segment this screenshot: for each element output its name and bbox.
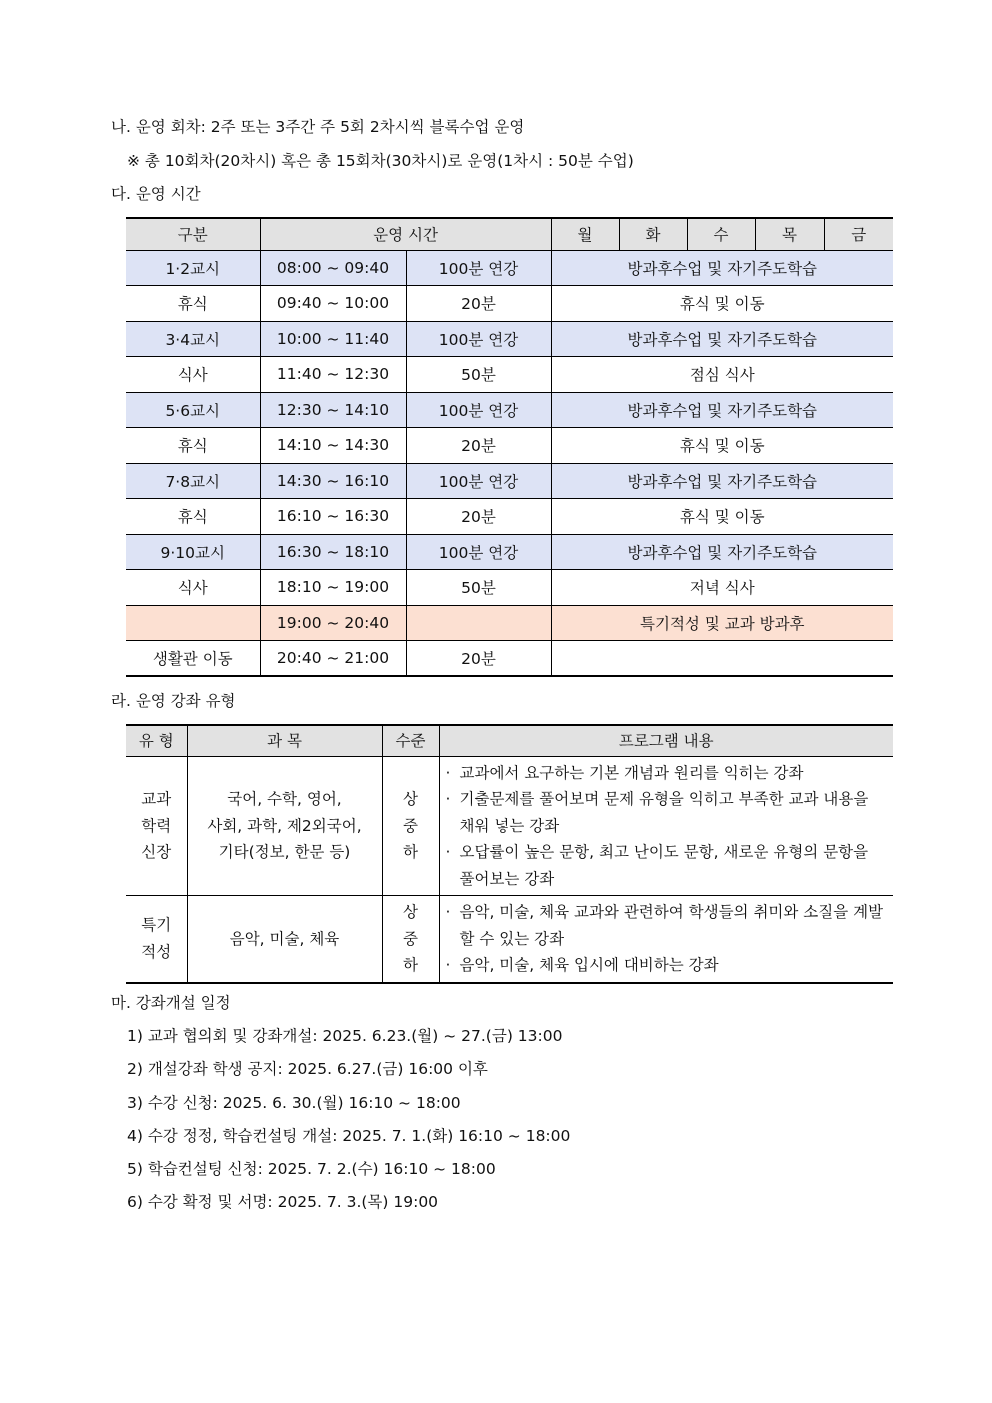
row-category: 1·2교시 xyxy=(126,250,260,286)
table-row xyxy=(126,286,893,322)
row-category: 휴식 xyxy=(126,286,260,322)
row-time: 08:00 ~ 09:40 xyxy=(260,250,406,286)
row-category: 7·8교시 xyxy=(126,463,260,499)
row-time: 10:00 ~ 11:40 xyxy=(260,321,406,357)
row-activity: 휴식 및 이동 xyxy=(551,428,893,464)
row-duration: 20분 xyxy=(406,499,551,535)
row-duration: 20분 xyxy=(406,286,551,322)
row-category: 생활관 이동 xyxy=(126,641,260,677)
row-duration: 50분 xyxy=(406,357,551,393)
row-duration: 20분 xyxy=(406,641,551,677)
header-day-fri: 금 xyxy=(824,218,893,250)
course-type-table xyxy=(126,724,893,984)
schedule-item: 6) 수강 확정 및 서명: 2025. 7. 3.(목) 19:00 xyxy=(127,1193,439,1211)
header-day-thu: 목 xyxy=(755,218,824,250)
table-row xyxy=(126,357,893,393)
schedule-item: 5) 학습컨설팅 신청: 2025. 7. 2.(수) 16:10 ~ 18:00 xyxy=(127,1160,496,1178)
row-time: 14:30 ~ 16:10 xyxy=(260,463,406,499)
table-row xyxy=(126,534,893,570)
row-activity: 점심 식사 xyxy=(551,357,893,393)
list-item: · 음악, 미술, 체육 교과와 관련하여 학생들의 취미와 소질을 계발할 수 있는 강좌 xyxy=(445,903,884,948)
time-table-header xyxy=(126,218,893,250)
schedule-item: 2) 개설강좌 학생 공지: 2025. 6.27.(금) 16:00 이후 xyxy=(127,1060,488,1078)
row-content xyxy=(439,756,893,896)
row-subject: 국어, 수학, 영어, 사회, 과학, 제2외국어, 기타(정보, 한문 등) xyxy=(187,756,382,896)
table-row xyxy=(126,756,893,896)
section-ma-heading: 마. 강좌개설 일정 xyxy=(111,994,231,1012)
table-row xyxy=(126,896,893,983)
table-row xyxy=(126,605,893,641)
table-row xyxy=(126,250,893,286)
row-duration xyxy=(406,605,551,641)
row-time: 19:00 ~ 20:40 xyxy=(260,605,406,641)
header-day-tue: 화 xyxy=(619,218,687,250)
row-level: 상 중 하 xyxy=(382,756,439,896)
table-row xyxy=(126,392,893,428)
schedule-item: 3) 수강 신청: 2025. 6. 30.(월) 16:10 ~ 18:00 xyxy=(127,1094,461,1112)
row-activity: 방과후수업 및 자기주도학습 xyxy=(551,321,893,357)
row-category: 휴식 xyxy=(126,499,260,535)
row-activity: 방과후수업 및 자기주도학습 xyxy=(551,250,893,286)
row-duration: 100분 연강 xyxy=(406,534,551,570)
row-category: 식사 xyxy=(126,570,260,606)
table-row xyxy=(126,570,893,606)
section-na-heading: 나. 운영 회차: 2주 또는 3주간 주 5회 2차시씩 블록수업 운영 xyxy=(111,118,525,136)
header-level: 수준 xyxy=(382,725,439,756)
row-time: 11:40 ~ 12:30 xyxy=(260,357,406,393)
row-activity: 방과후수업 및 자기주도학습 xyxy=(551,534,893,570)
operating-time-table xyxy=(126,217,893,677)
list-item: · 기출문제를 풀어보며 문제 유형을 익히고 부족한 교과 내용을 채워 넣는 강좌 xyxy=(445,790,869,835)
row-activity: 방과후수업 및 자기주도학습 xyxy=(551,392,893,428)
schedule-item: 4) 수강 정정, 학습컨설팅 개설: 2025. 7. 1.(화) 16:10 ~ 18:00 xyxy=(127,1127,571,1145)
header-category: 구분 xyxy=(126,218,260,250)
row-type: 특기 적성 xyxy=(126,896,187,983)
row-category: 5·6교시 xyxy=(126,392,260,428)
section-na-note: ※ 총 10회차(20차시) 혹은 총 15회차(30차시)로 운영(1차시 : 50분 수업) xyxy=(127,152,634,170)
list-item: · 교과에서 요구하는 기본 개념과 원리를 익히는 강좌 xyxy=(445,763,804,782)
row-category: 식사 xyxy=(126,357,260,393)
row-duration: 100분 연강 xyxy=(406,392,551,428)
row-time: 14:10 ~ 14:30 xyxy=(260,428,406,464)
row-duration: 100분 연강 xyxy=(406,321,551,357)
row-duration: 20분 xyxy=(406,428,551,464)
table-row xyxy=(126,428,893,464)
header-day-mon: 월 xyxy=(551,218,619,250)
row-activity: 특기적성 및 교과 방과후 xyxy=(551,605,893,641)
course-table-header xyxy=(126,725,893,756)
row-time: 20:40 ~ 21:00 xyxy=(260,641,406,677)
header-subject: 과 목 xyxy=(187,725,382,756)
list-item: · 오답률이 높은 문항, 최고 난이도 문항, 새로운 유형의 문항을 풀어보는 강좌 xyxy=(445,843,869,888)
row-category: 9·10교시 xyxy=(126,534,260,570)
row-activity: 방과후수업 및 자기주도학습 xyxy=(551,463,893,499)
row-time: 09:40 ~ 10:00 xyxy=(260,286,406,322)
table-row xyxy=(126,499,893,535)
section-ra-heading: 라. 운영 강좌 유형 xyxy=(111,692,236,710)
header-day-wed: 수 xyxy=(687,218,755,250)
row-duration: 100분 연강 xyxy=(406,463,551,499)
table-row xyxy=(126,463,893,499)
header-time: 운영 시간 xyxy=(260,218,551,250)
row-time: 16:30 ~ 18:10 xyxy=(260,534,406,570)
header-type: 유 형 xyxy=(126,725,187,756)
row-time: 12:30 ~ 14:10 xyxy=(260,392,406,428)
schedule-item: 1) 교과 협의회 및 강좌개설: 2025. 6.23.(월) ~ 27.(금) 13:00 xyxy=(127,1027,563,1045)
row-duration: 100분 연강 xyxy=(406,250,551,286)
row-subject: 음악, 미술, 체육 xyxy=(187,896,382,983)
row-duration: 50분 xyxy=(406,570,551,606)
row-category: 휴식 xyxy=(126,428,260,464)
list-item: · 음악, 미술, 체육 입시에 대비하는 강좌 xyxy=(445,956,719,974)
table-row xyxy=(126,321,893,357)
row-type: 교과 학력 신장 xyxy=(126,756,187,896)
row-category xyxy=(126,605,260,641)
row-time: 16:10 ~ 16:30 xyxy=(260,499,406,535)
row-activity: 저녁 식사 xyxy=(551,570,893,606)
row-category: 3·4교시 xyxy=(126,321,260,357)
row-content xyxy=(439,896,893,983)
row-time: 18:10 ~ 19:00 xyxy=(260,570,406,606)
row-level: 상 중 하 xyxy=(382,896,439,983)
row-activity xyxy=(551,641,893,677)
section-da-heading: 다. 운영 시간 xyxy=(111,185,201,203)
header-content: 프로그램 내용 xyxy=(439,725,893,756)
row-activity: 휴식 및 이동 xyxy=(551,499,893,535)
table-row xyxy=(126,641,893,677)
row-activity: 휴식 및 이동 xyxy=(551,286,893,322)
